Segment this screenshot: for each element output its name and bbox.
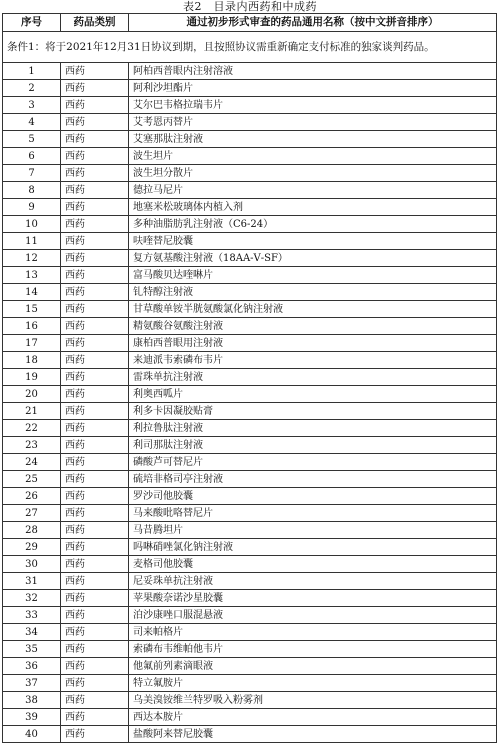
row-drug-name: 阿利沙坦酯片 (129, 80, 497, 97)
row-drug-name: 麦格司他胶囊 (129, 556, 497, 573)
table-row (3, 539, 497, 556)
row-category: 西药 (61, 267, 129, 284)
row-index: 16 (3, 318, 61, 335)
table-row (3, 284, 497, 301)
row-category: 西药 (61, 505, 129, 522)
row-category: 西药 (61, 420, 129, 437)
row-category: 西药 (61, 284, 129, 301)
table-row (3, 335, 497, 352)
table-row (3, 488, 497, 505)
row-category: 西药 (61, 335, 129, 352)
row-drug-name: 罗沙司他胶囊 (129, 488, 497, 505)
row-drug-name: 乌美溴铵维兰特罗吸入粉雾剂 (129, 692, 497, 709)
table-row (3, 454, 497, 471)
row-index: 25 (3, 471, 61, 488)
table-caption: 表2 目录内西药和中成药 (183, 0, 317, 13)
table-row (3, 522, 497, 539)
header-index: 序号 (3, 14, 61, 32)
row-category: 西药 (61, 216, 129, 233)
row-category: 西药 (61, 369, 129, 386)
row-index: 2 (3, 80, 61, 97)
row-drug-name: 甘草酸单铵半胱氨酸氯化钠注射液 (129, 301, 497, 318)
row-index: 38 (3, 692, 61, 709)
table-row (3, 131, 497, 148)
table-row (3, 318, 497, 335)
row-drug-name: 艾考恩丙替片 (129, 114, 497, 131)
drug-list-table (2, 13, 497, 743)
row-index: 36 (3, 658, 61, 675)
row-category: 西药 (61, 386, 129, 403)
row-drug-name: 司来帕格片 (129, 624, 497, 641)
row-index: 33 (3, 607, 61, 624)
table-row (3, 301, 497, 318)
row-drug-name: 索磷布韦维帕他韦片 (129, 641, 497, 658)
row-category: 西药 (61, 522, 129, 539)
row-category: 西药 (61, 590, 129, 607)
row-drug-name: 特立氟胺片 (129, 675, 497, 692)
row-index: 12 (3, 250, 61, 267)
table-row (3, 148, 497, 165)
row-drug-name: 来迪派韦索磷布韦片 (129, 352, 497, 369)
row-category: 西药 (61, 352, 129, 369)
table-row (3, 505, 497, 522)
row-index: 23 (3, 437, 61, 454)
row-index: 13 (3, 267, 61, 284)
table-row (3, 675, 497, 692)
row-index: 22 (3, 420, 61, 437)
row-index: 14 (3, 284, 61, 301)
table-row (3, 403, 497, 420)
row-category: 西药 (61, 114, 129, 131)
row-drug-name: 磷酸芦可替尼片 (129, 454, 497, 471)
table-header-row (3, 14, 497, 32)
row-drug-name: 复方氨基酸注射液（18AA-Ⅴ-SF） (129, 250, 497, 267)
table-row (3, 658, 497, 675)
row-drug-name: 艾塞那肽注射液 (129, 131, 497, 148)
row-index: 29 (3, 539, 61, 556)
row-category: 西药 (61, 97, 129, 114)
row-drug-name: 富马酸贝达喹啉片 (129, 267, 497, 284)
row-category: 西药 (61, 539, 129, 556)
table-row (3, 369, 497, 386)
row-index: 39 (3, 709, 61, 726)
row-drug-name: 波生坦分散片 (129, 165, 497, 182)
row-index: 8 (3, 182, 61, 199)
table-row (3, 267, 497, 284)
row-index: 11 (3, 233, 61, 250)
row-index: 4 (3, 114, 61, 131)
row-category: 西药 (61, 726, 129, 743)
row-category: 西药 (61, 488, 129, 505)
row-drug-name: 康柏西普眼用注射液 (129, 335, 497, 352)
row-index: 37 (3, 675, 61, 692)
table-row (3, 709, 497, 726)
row-category: 西药 (61, 556, 129, 573)
row-drug-name: 泊沙康唑口服混悬液 (129, 607, 497, 624)
row-index: 34 (3, 624, 61, 641)
table-row (3, 250, 497, 267)
row-category: 西药 (61, 692, 129, 709)
header-drug-name: 通过初步形式审查的药品通用名称（按中文拼音排序） (129, 14, 497, 32)
row-drug-name: 苹果酸奈诺沙星胶囊 (129, 590, 497, 607)
row-category: 西药 (61, 80, 129, 97)
row-drug-name: 多种油脂肪乳注射液（C6-24） (129, 216, 497, 233)
table-row (3, 692, 497, 709)
row-drug-name: 阿柏西普眼内注射溶液 (129, 63, 497, 80)
row-drug-name: 盐酸阿来替尼胶囊 (129, 726, 497, 743)
header-category: 药品类别 (61, 14, 129, 32)
row-drug-name: 地塞米松玻璃体内植入剂 (129, 199, 497, 216)
row-drug-name: 他氟前列素滴眼液 (129, 658, 497, 675)
row-drug-name: 利拉鲁肽注射液 (129, 420, 497, 437)
table-row (3, 352, 497, 369)
row-category: 西药 (61, 233, 129, 250)
row-index: 27 (3, 505, 61, 522)
table-row (3, 114, 497, 131)
row-drug-name: 马昔腾坦片 (129, 522, 497, 539)
table-row (3, 233, 497, 250)
row-drug-name: 利多卡因凝胶贴膏 (129, 403, 497, 420)
row-drug-name: 精氨酸谷氨酸注射液 (129, 318, 497, 335)
row-drug-name: 吗啉硝唑氯化钠注射液 (129, 539, 497, 556)
row-index: 24 (3, 454, 61, 471)
row-category: 西药 (61, 624, 129, 641)
row-index: 20 (3, 386, 61, 403)
row-category: 西药 (61, 63, 129, 80)
row-category: 西药 (61, 471, 129, 488)
row-category: 西药 (61, 709, 129, 726)
row-category: 西药 (61, 573, 129, 590)
row-index: 35 (3, 641, 61, 658)
table-row (3, 726, 497, 743)
row-category: 西药 (61, 403, 129, 420)
table-row (3, 80, 497, 97)
row-category: 西药 (61, 199, 129, 216)
table-row (3, 182, 497, 199)
row-drug-name: 尼妥珠单抗注射液 (129, 573, 497, 590)
table-row (3, 97, 497, 114)
row-index: 31 (3, 573, 61, 590)
row-drug-name: 利奥西呱片 (129, 386, 497, 403)
row-drug-name: 呋喹替尼胶囊 (129, 233, 497, 250)
row-index: 17 (3, 335, 61, 352)
row-index: 30 (3, 556, 61, 573)
row-category: 西药 (61, 437, 129, 454)
table-row (3, 199, 497, 216)
row-drug-name: 硫培非格司亭注射液 (129, 471, 497, 488)
row-index: 3 (3, 97, 61, 114)
row-index: 32 (3, 590, 61, 607)
row-category: 西药 (61, 131, 129, 148)
row-category: 西药 (61, 675, 129, 692)
table-row (3, 386, 497, 403)
row-index: 18 (3, 352, 61, 369)
row-index: 6 (3, 148, 61, 165)
row-category: 西药 (61, 641, 129, 658)
row-drug-name: 雷珠单抗注射液 (129, 369, 497, 386)
row-category: 西药 (61, 182, 129, 199)
table-row (3, 471, 497, 488)
row-index: 1 (3, 63, 61, 80)
row-drug-name: 波生坦片 (129, 148, 497, 165)
table-row (3, 437, 497, 454)
row-index: 7 (3, 165, 61, 182)
row-category: 西药 (61, 607, 129, 624)
condition-row (3, 32, 497, 63)
table-row (3, 63, 497, 80)
table-row (3, 216, 497, 233)
table-row (3, 165, 497, 182)
row-category: 西药 (61, 454, 129, 471)
condition-text: 条件1：将于2021年12月31日协议到期，且按照协议需重新确定支付标准的独家谈判药品。 (3, 32, 497, 63)
row-category: 西药 (61, 301, 129, 318)
table-row (3, 420, 497, 437)
row-drug-name: 利司那肽注射液 (129, 437, 497, 454)
table-row (3, 573, 497, 590)
row-index: 28 (3, 522, 61, 539)
row-index: 15 (3, 301, 61, 318)
row-index: 9 (3, 199, 61, 216)
table-row (3, 556, 497, 573)
row-index: 26 (3, 488, 61, 505)
row-category: 西药 (61, 318, 129, 335)
row-drug-name: 马来酸吡咯替尼片 (129, 505, 497, 522)
row-index: 19 (3, 369, 61, 386)
row-category: 西药 (61, 250, 129, 267)
row-drug-name: 西达本胺片 (129, 709, 497, 726)
row-drug-name: 德拉马尼片 (129, 182, 497, 199)
row-index: 40 (3, 726, 61, 743)
row-category: 西药 (61, 165, 129, 182)
table-row (3, 590, 497, 607)
table-row (3, 641, 497, 658)
row-category: 西药 (61, 658, 129, 675)
row-index: 5 (3, 131, 61, 148)
row-drug-name: 艾尔巴韦格拉瑞韦片 (129, 97, 497, 114)
table-row (3, 607, 497, 624)
row-index: 10 (3, 216, 61, 233)
row-drug-name: 钆特醇注射液 (129, 284, 497, 301)
row-index: 21 (3, 403, 61, 420)
row-category: 西药 (61, 148, 129, 165)
table-row (3, 624, 497, 641)
